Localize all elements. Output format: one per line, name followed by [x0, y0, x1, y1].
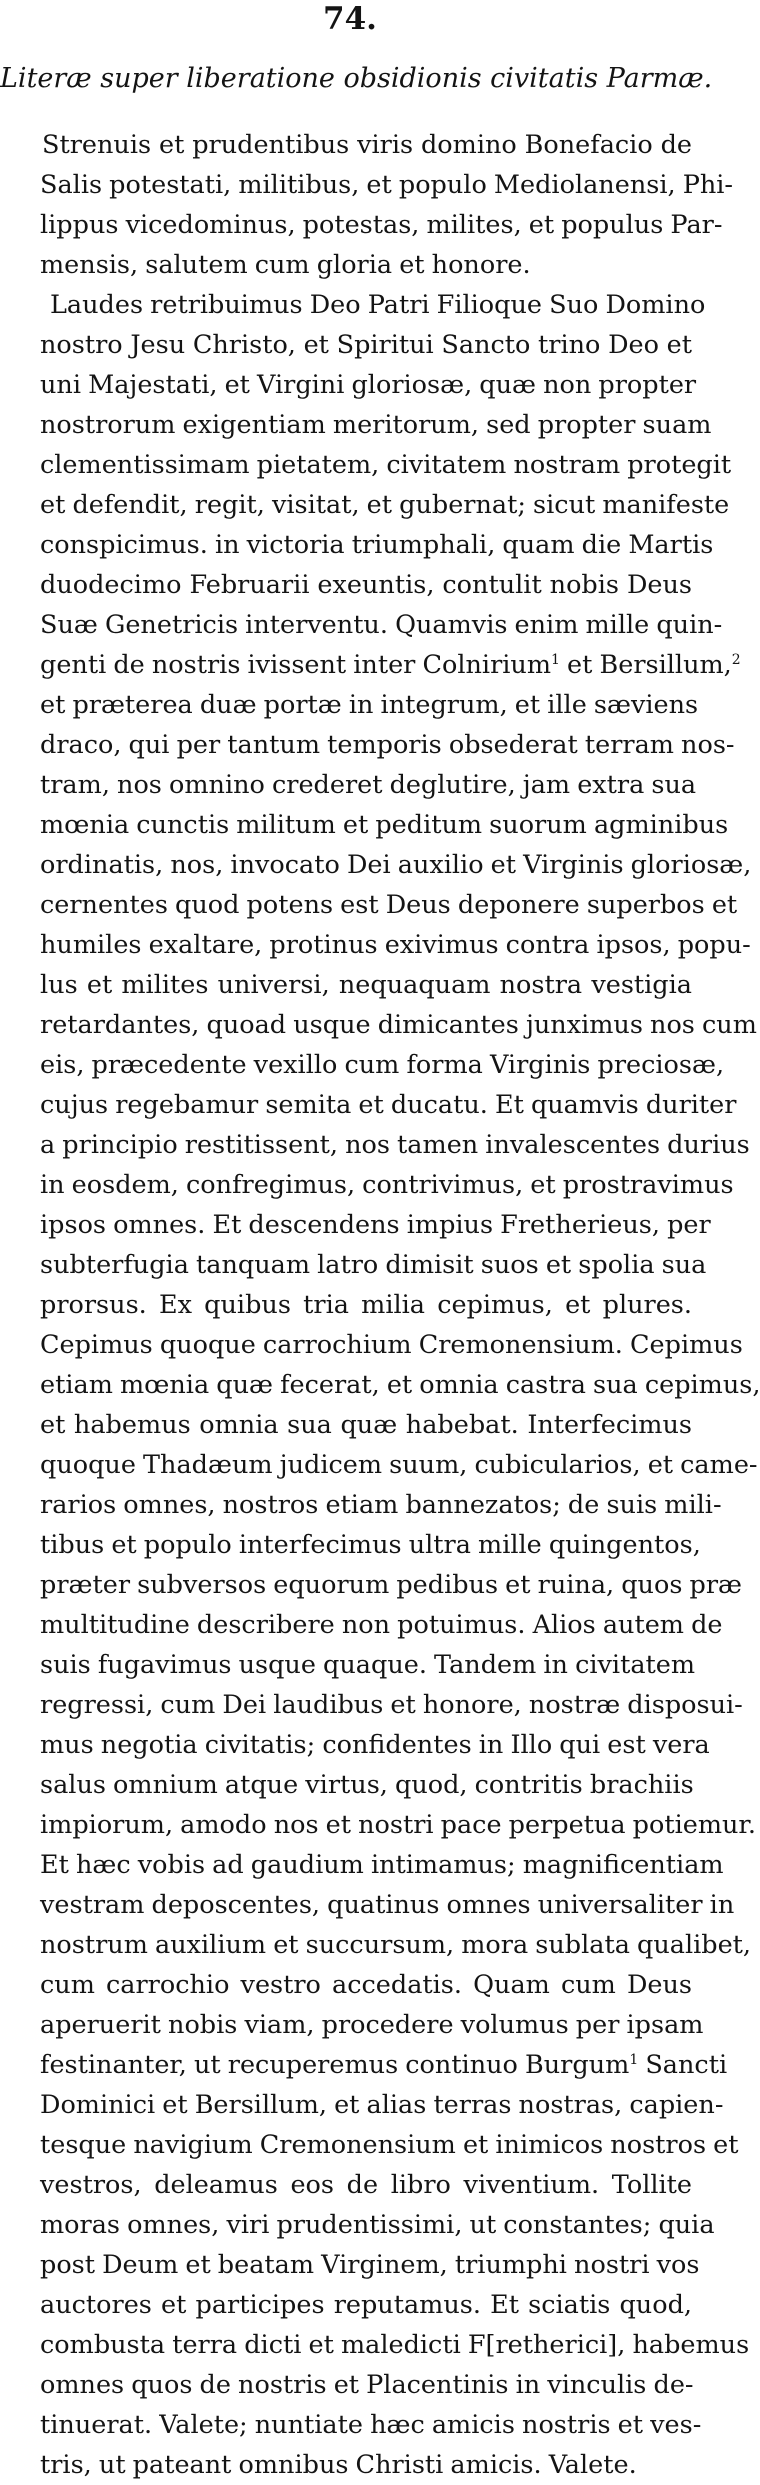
text-line: uni Majestati, et Virgini gloriosæ, quæ non propter [40, 370, 697, 400]
text-line: vestros, deleamus eos de libro viventium. Tollite [40, 2170, 692, 2200]
text-line: ipsos omnes. Et descendens impius Fretherieus, per [40, 1210, 711, 1240]
text-line: aperuerit nobis viam, procedere volumus per ipsam [40, 2010, 704, 2040]
text-line: duodecimo Februarii exeuntis, contulit nobis Deus [40, 570, 692, 600]
text-line: Laudes retribuimus Deo Patri Filioque Suo Domino [50, 290, 706, 320]
text-line: tris, ut pateant omnibus Christi amicis. Valete. [40, 2450, 637, 2480]
text-line: retardantes, quoad usque dimicantes junximus nos cum [40, 1010, 757, 1040]
text-line: draco, qui per tantum temporis obsederat terram nos- [40, 730, 735, 760]
page-number: 74. [323, 1, 377, 37]
text-line: lus et milites universi, nequaquam nostra vestigia [40, 970, 692, 1000]
text-line: salus omnium atque virtus, quod, contritis brachiis [40, 1770, 694, 1800]
text-line: cum carrochio vestro accedatis. Quam cum Deus [40, 1970, 692, 2000]
text-line: ordinatis, nos, invocato Dei auxilio et Virginis gloriosæ, [40, 850, 752, 880]
text-line: suis fugavimus usque quaque. Tandem in civitatem [40, 1650, 696, 1680]
footnote-marker: 1 [629, 2052, 639, 2068]
text-line: humiles exaltare, protinus exivimus contra ipsos, popu- [40, 930, 751, 960]
text-line: auctores et participes reputamus. Et sciatis quod, [40, 2290, 692, 2320]
text-line: cernentes quod potens est Deus deponere superbos et [40, 890, 738, 920]
text-line: impiorum, amodo nos et nostri pace perpetua potiemur. [40, 1810, 756, 1840]
text-line: nostrorum exigentiam meritorum, sed propter suam [40, 410, 712, 440]
text-line: tibus et populo interfecimus ultra mille quingentos, [40, 1530, 701, 1560]
text-line: mœnia cunctis militum et peditum suorum agminibus [40, 810, 729, 840]
text-line: nostro Jesu Christo, et Spiritui Sancto trino Deo et [40, 330, 692, 360]
text-line: festinanter, ut recuperemus continuo Burgum$^1$ Sancti [40, 2050, 728, 2080]
text-line: et præterea duæ portæ in integrum, et ille sæviens [40, 690, 699, 720]
text-line: præter subversos equorum pedibus et ruina, quos præ [40, 1570, 743, 1600]
text-line: Strenuis et prudentibus viris domino Bonefacio de [42, 130, 692, 160]
text-line: post Deum et beatam Virginem, triumphi nostri vos [40, 2250, 700, 2280]
text-line: conspicimus. in victoria triumphali, quam die Martis [40, 530, 714, 560]
text-line: moras omnes, viri prudentissimi, ut constantes; quia [40, 2210, 715, 2240]
letter-title: Literæ super liberatione obsidionis civitatis Parmæ. [0, 63, 713, 94]
text-line: lippus vicedominus, potestas, milites, et populus Par- [40, 210, 723, 240]
text-line: et defendit, regit, visitat, et gubernat; sicut manifeste [40, 490, 730, 520]
text-line: mensis, salutem cum gloria et honore. [40, 250, 531, 280]
text-line: etiam mœnia quæ fecerat, et omnia castra sua cepimus, [40, 1370, 760, 1400]
footnote-marker: 2 [731, 652, 741, 668]
text-line: clementissimam pietatem, civitatem nostram protegit [40, 450, 732, 480]
text-line: nostrum auxilium et succursum, mora sublata qualibet, [40, 1930, 752, 1960]
text-line: tinuerat. Valete; nuntiate hæc amicis nostris et ves- [40, 2410, 702, 2440]
text-line: prorsus. Ex quibus tria milia cepimus, et plures. [40, 1290, 692, 1320]
text-line: combusta terra dicti et maledicti F[retherici], habemus [40, 2330, 750, 2360]
text-line: multitudine describere non potuimus. Alios autem de [40, 1610, 723, 1640]
text-line: Cepimus quoque carrochium Cremonensium. Cepimus [40, 1330, 743, 1360]
text-line: subterfugia tanquam latro dimisit suos et spolia sua [40, 1250, 707, 1280]
text-line: Suæ Genetricis interventu. Quamvis enim mille quin- [40, 610, 723, 640]
text-line: tram, nos omnino crederet deglutire, jam extra sua [40, 770, 697, 800]
text-line: a principio restitissent, nos tamen invalescentes durius [40, 1130, 750, 1160]
text-line: Salis potestati, militibus, et populo Mediolanensi, Phi- [40, 170, 734, 200]
text-line: vestram deposcentes, quatinus omnes universaliter in [40, 1890, 735, 1920]
text-line: tesque navigium Cremonensium et inimicos nostros et [40, 2130, 739, 2160]
text-line: omnes quos de nostris et Placentinis in vinculis de- [40, 2370, 694, 2400]
text-line: mus negotia civitatis; confidentes in Illo qui est vera [40, 1730, 710, 1760]
text-line: regressi, cum Dei laudibus et honore, nostræ disposui- [40, 1690, 743, 1720]
text-line: Dominici et Bersillum, et alias terras nostras, capien- [40, 2090, 724, 2120]
text-line: in eosdem, confregimus, contrivimus, et prostravimus [40, 1170, 734, 1200]
text-line: eis, præcedente vexillo cum forma Virginis preciosæ, [40, 1050, 725, 1080]
text-line: Et hæc vobis ad gaudium intimamus; magnificentiam [40, 1850, 724, 1880]
footnote-marker: 1 [551, 652, 560, 668]
text-line: quoque Thadæum judicem suum, cubicularios, et came- [40, 1450, 758, 1480]
text-line: genti de nostris ivissent inter Colnirium$^1$ et Bersillum,$^2$ [40, 650, 741, 680]
text-line: rarios omnes, nostros etiam bannezatos; de suis mili- [40, 1490, 722, 1520]
text-line: et habemus omnia sua quæ habebat. Interfecimus [40, 1410, 692, 1440]
text-line: cujus regebamur semita et ducatu. Et quamvis duriter [40, 1090, 737, 1120]
